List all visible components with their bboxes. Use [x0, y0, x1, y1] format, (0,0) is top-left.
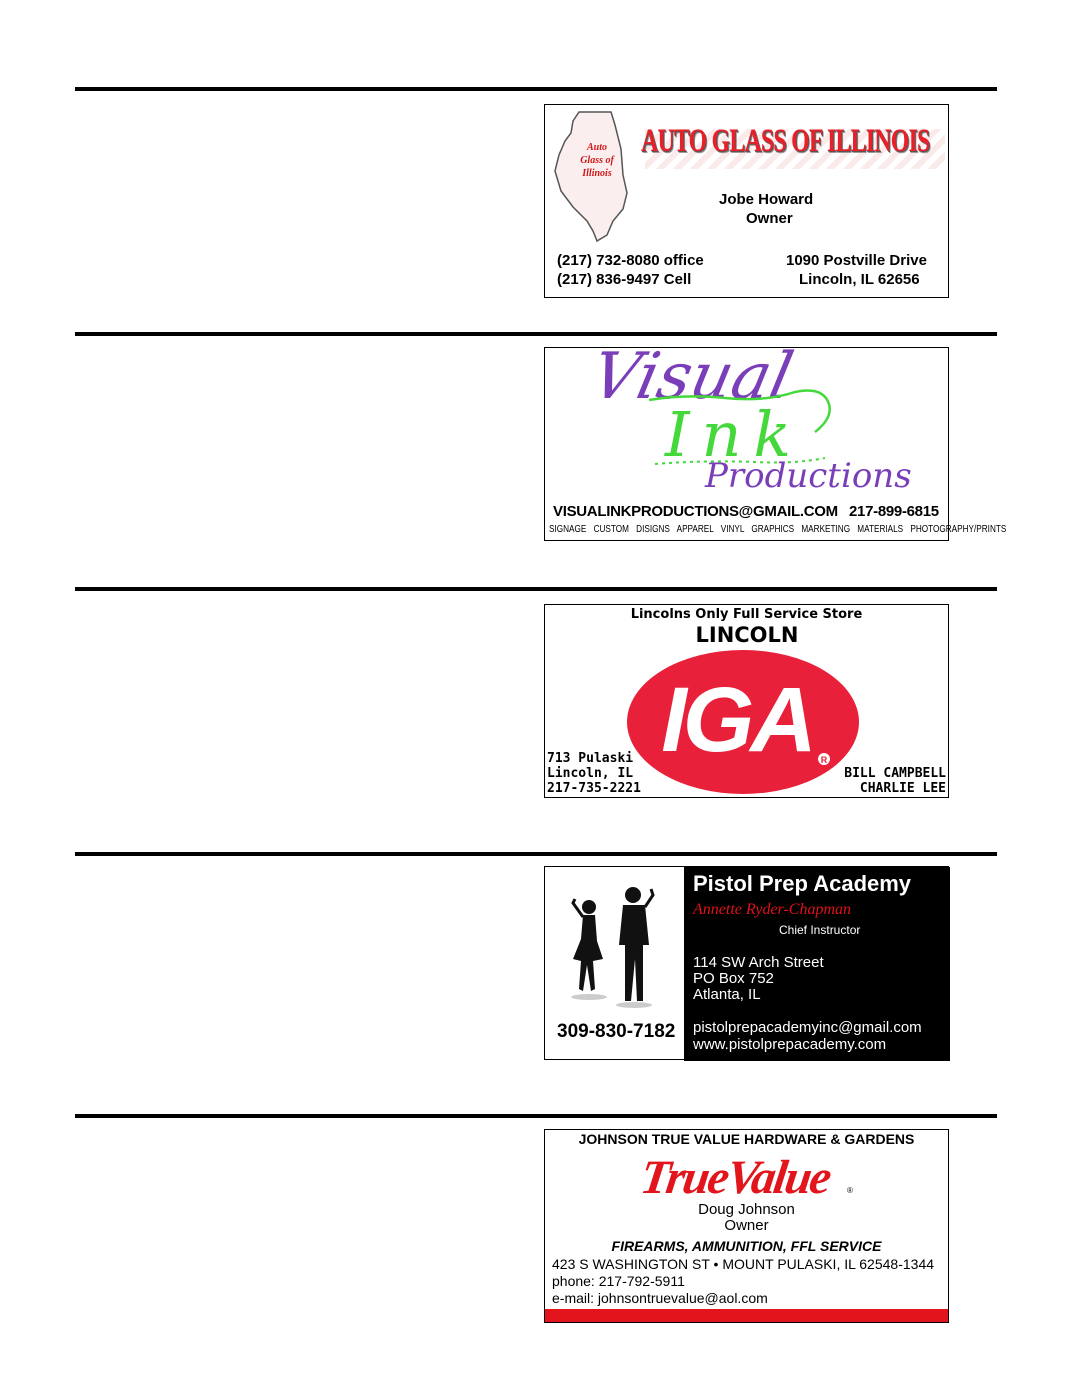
store-contact [552, 1256, 934, 1307]
store-address: 423 S WASHINGTON ST • MOUNT PULASKI, IL 62548-1344 [552, 1256, 935, 1272]
owner-name: Jobe Howard [719, 191, 814, 208]
true-value-business-card [544, 1129, 949, 1323]
store-tagline: Lincolns Only Full Service Store [630, 607, 863, 622]
academy-street: 114 SW Arch Street [693, 954, 824, 971]
cell-phone: (217) 836-9497 Cell [557, 271, 692, 288]
owner-name: Doug Johnson [698, 1201, 795, 1218]
academy-website: www.pistolprepacademy.com [693, 1036, 887, 1053]
academy-contact [693, 1019, 922, 1053]
svg-text:R: R [820, 755, 828, 765]
owner-block [545, 1202, 948, 1234]
pistol-prep-business-card [544, 866, 949, 1060]
brand-ink: Ink [665, 398, 803, 471]
auto-glass-business-card [544, 104, 949, 298]
store-phone: phone: 217-792-5911 [552, 1273, 685, 1289]
city-address: Lincoln, IL 62656 [799, 271, 920, 288]
card-title: AUTO GLASS OF ILLINOIS [641, 123, 930, 159]
store-phone: 217-735-2221 [547, 781, 641, 796]
silhouettes-image [559, 881, 669, 1011]
instructor-name: Annette Ryder-Chapman [693, 901, 852, 918]
store-street: 713 Pulaski [547, 751, 634, 766]
owner-role: Owner [746, 210, 793, 227]
true-value-logo: TrueValue [637, 1151, 833, 1204]
academy-phone: 309-830-7182 [557, 1021, 676, 1042]
store-header: JOHNSON TRUE VALUE HARDWARE & GARDENS [578, 1131, 915, 1147]
section-divider-5 [75, 1114, 997, 1118]
brand-visual: Visual [585, 340, 800, 414]
academy-city: Atlanta, IL [693, 986, 761, 1003]
section-divider-3 [75, 587, 997, 591]
iga-logo [625, 647, 861, 797]
street-address: 1090 Postville Drive [786, 252, 927, 269]
academy-po-box: PO Box 752 [693, 970, 774, 987]
store-address [547, 751, 641, 796]
academy-name: Pistol Prep Academy [693, 871, 912, 896]
instructor-role: Chief Instructor [779, 923, 861, 937]
visual-ink-business-card [544, 340, 1007, 541]
brand-productions: Productions [705, 456, 912, 496]
map-logo-text: Auto Glass of Illinois [580, 142, 614, 179]
store-town: LINCOLN [695, 623, 799, 647]
office-phone: (217) 732-8080 office [557, 252, 704, 269]
services: FIREARMS, AMMUNITION, FFL SERVICE [611, 1238, 882, 1254]
iga-business-card [544, 604, 949, 798]
email: VISUALINKPRODUCTIONS@GMAIL.COM [553, 503, 838, 520]
contact-2: CHARLIE LEE [859, 781, 946, 796]
store-contacts [844, 766, 946, 796]
store-email: e-mail: johnsontruevalue@aol.com [552, 1290, 768, 1306]
section-divider-1 [75, 87, 997, 91]
store-city: Lincoln, IL [547, 766, 634, 781]
academy-email: pistolprepacademyinc@gmail.com [693, 1019, 922, 1036]
services-list: SIGNAGE CUSTOM DISIGNS APPAREL VINYL GRAPHICS MARKETING MATERIALS PHOTOGRAPHY/PRINTS [549, 524, 1007, 535]
iga-logo-text: IGA [661, 669, 813, 771]
red-stripe [545, 1309, 948, 1322]
owner-role: Owner [724, 1217, 769, 1234]
contact-1: BILL CAMPBELL [844, 766, 946, 781]
section-divider-4 [75, 852, 997, 856]
section-divider-2 [75, 332, 997, 336]
academy-address [693, 955, 824, 1003]
phone: 217-899-6815 [849, 503, 939, 520]
registered-mark-icon: ® [847, 1186, 853, 1195]
